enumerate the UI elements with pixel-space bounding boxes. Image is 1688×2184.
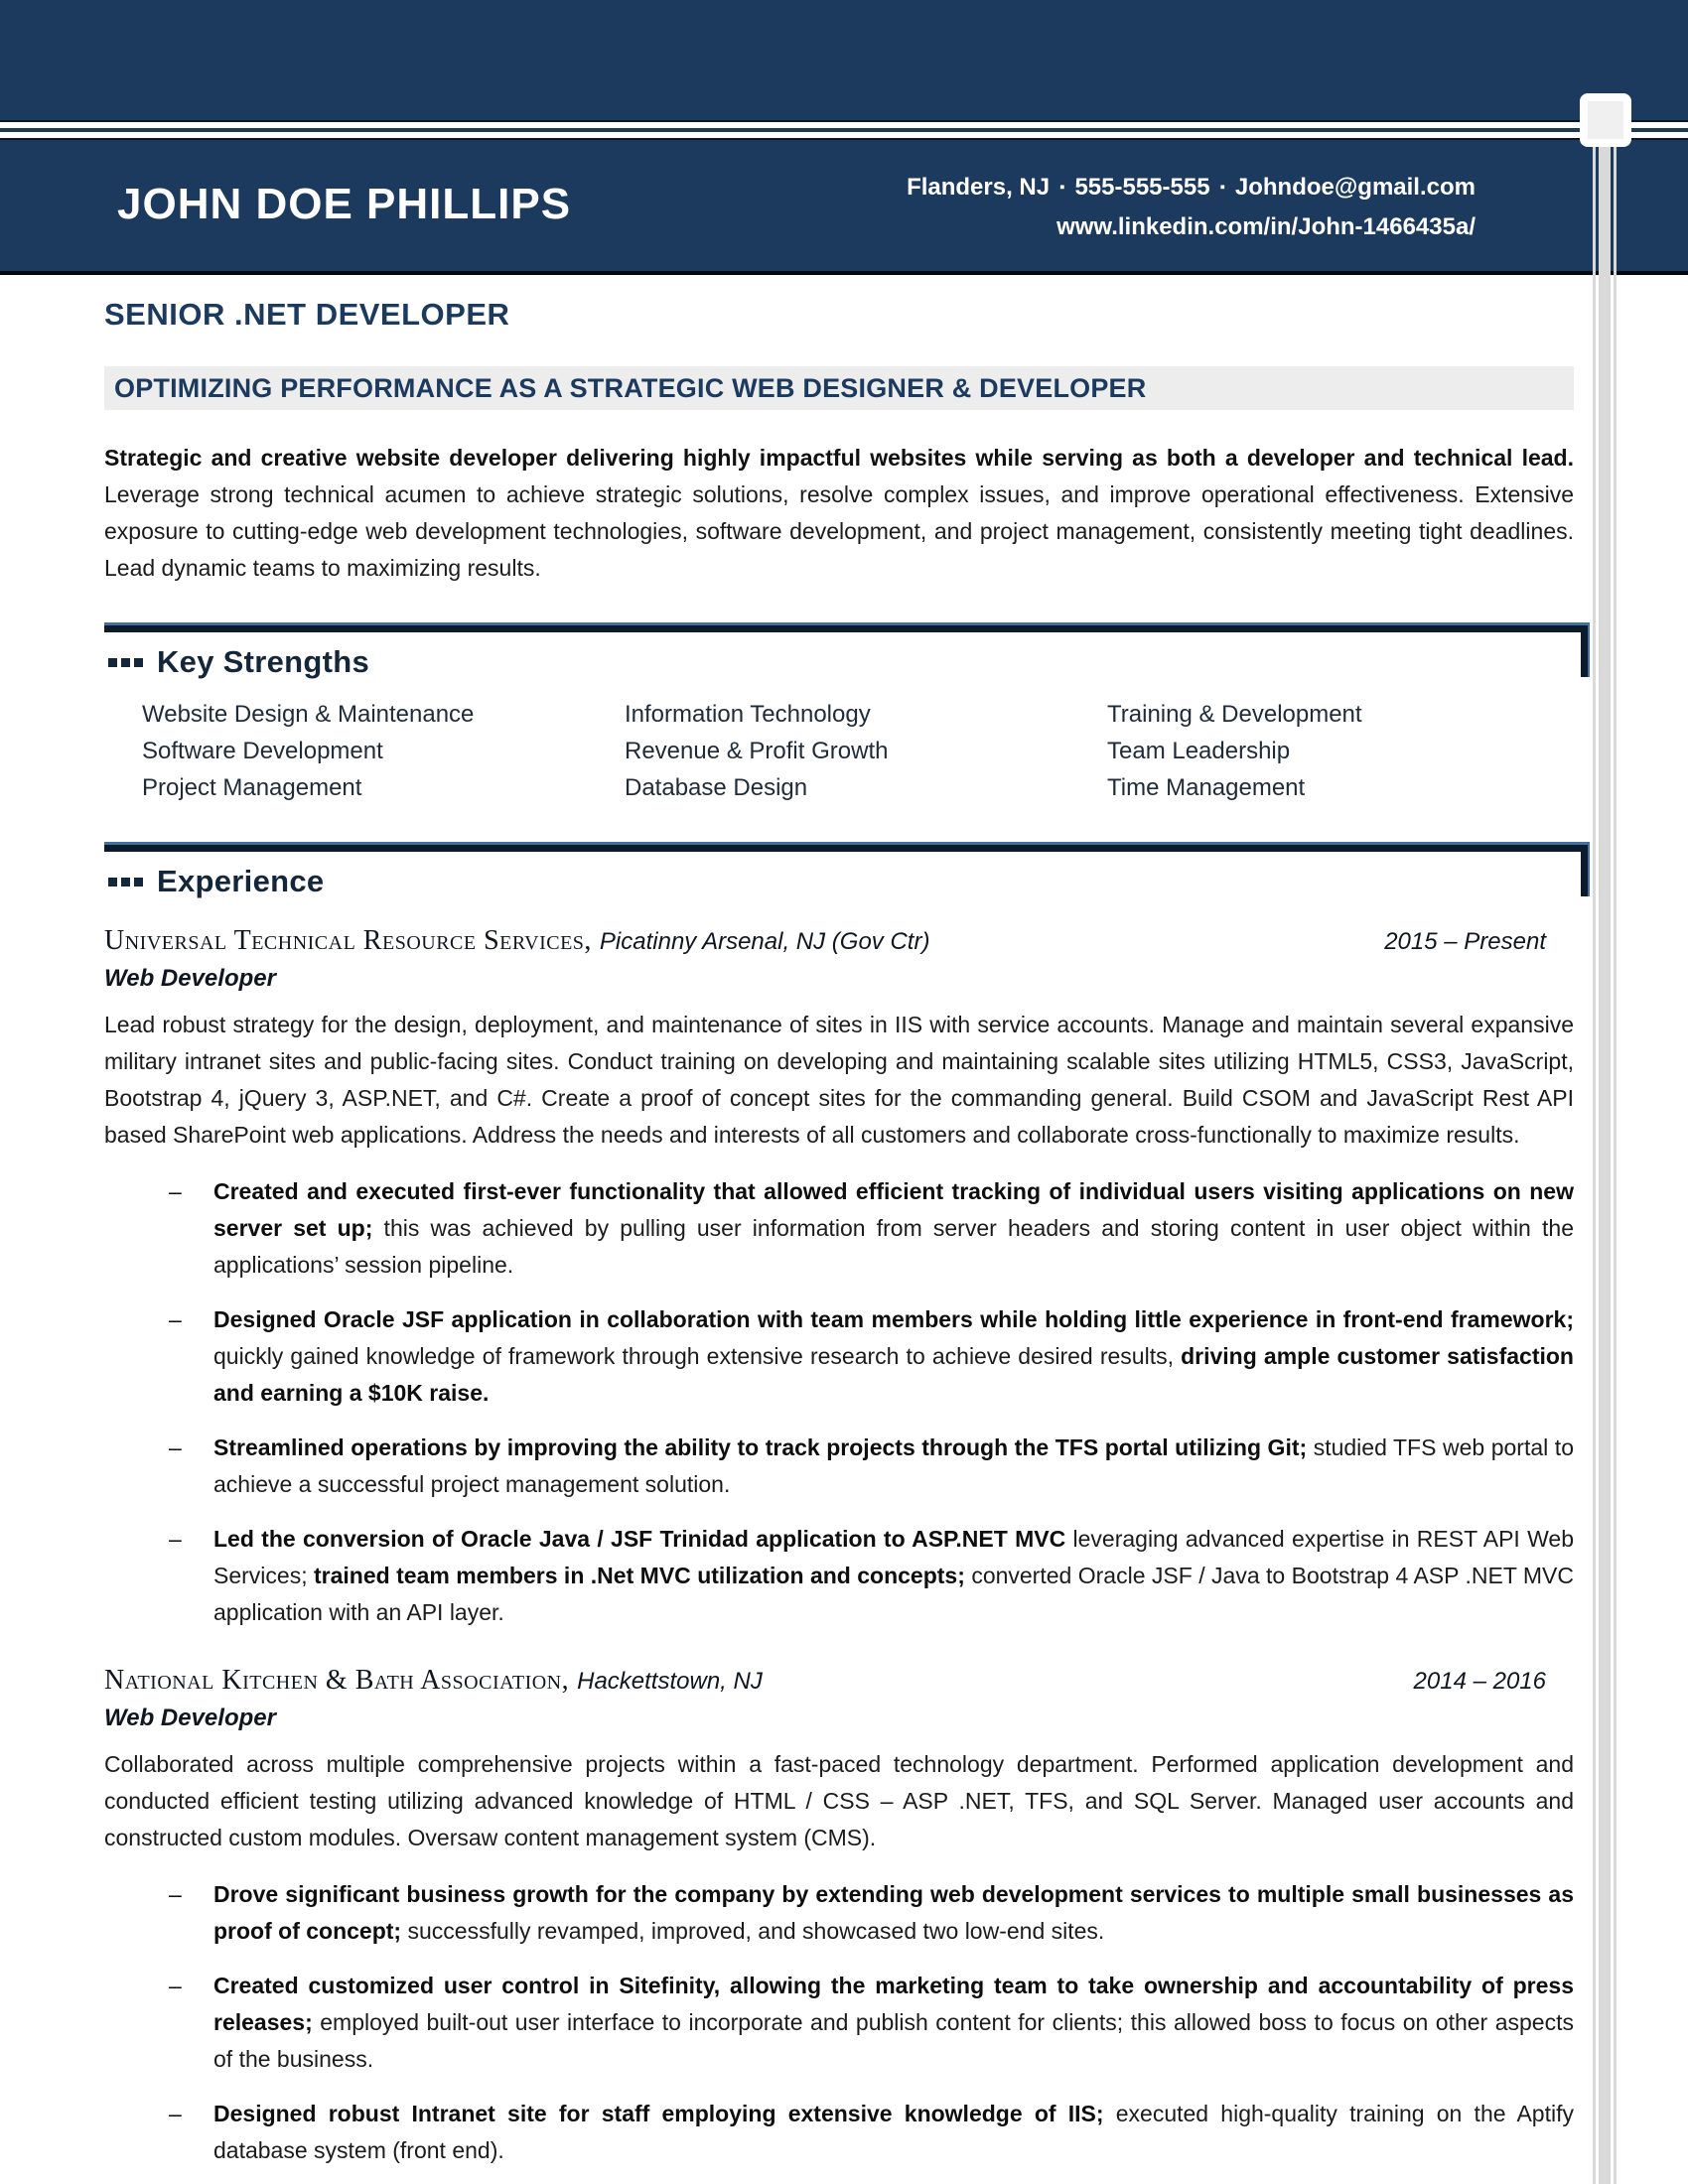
bullet-text-bold: driving ample customer satisfaction and earning a $10K raise. (213, 1343, 1574, 1406)
key-strength-item: Project Management (142, 774, 362, 801)
bullet-text-regular: this was achieved by pulling user information from server headers and storing content in user object within the applications’ session pipeline. (213, 1215, 1574, 1278)
bullet-item (169, 1173, 1574, 1284)
company-location: Picatinny Arsenal, NJ (Gov Ctr) (599, 928, 930, 955)
bullet-text-regular: converted Oracle JSF / Java to Bootstrap 4 ASP .NET MVC application with an API layer. (213, 1563, 1574, 1625)
three-squares-icon (108, 878, 143, 887)
resume-body (0, 297, 1688, 2169)
bullet-text-regular: employed built-out user interface to incorporate and publish content for clients; this allowed boss to focus on other aspects of the business. (213, 2009, 1574, 2072)
key-strengths-section (104, 613, 1590, 806)
job-company-line (104, 925, 929, 957)
rule-dark-line (104, 625, 1590, 632)
summary-lead: Strategic and creative website developer delivering highly impactful websites while serving as both a developer and technical lead. (104, 445, 1574, 471)
job-dates: 2015 – Present (1384, 928, 1546, 955)
bullet-text-bold: Created customized user control in Sitefinity, allowing the marketing team to take ownership and accountability of press releases; (213, 1973, 1574, 2035)
bullet-item (169, 1430, 1574, 1503)
ribbon-stripe (1593, 145, 1596, 2184)
key-strengths-column (142, 696, 625, 806)
candidate-name: JOHN DOE PHILLIPS (117, 180, 572, 228)
ribbon-square-inner (1588, 101, 1623, 139)
header-top-band (0, 0, 1688, 120)
job-company-line (104, 1665, 763, 1697)
bullet-text-bold: Designed Oracle JSF application in collaboration with team members while holding little experience in front-end framework; (213, 1306, 1574, 1332)
bullet-marker: – (169, 1178, 182, 1204)
bullet-text-regular: successfully revamped, improved, and showcased two low-end sites. (401, 1918, 1105, 1944)
job-entry (104, 1665, 1590, 2169)
bullet-text-regular: studied TFS web portal to achieve a successful project management solution. (213, 1434, 1574, 1497)
job-summary: Lead robust strategy for the design, deployment, and maintenance of sites in IIS with service accounts. Manage and maintain several expansive military intranet sites and public-facing sites. Conduct training on developing and maintaining scalable sites utilizing HTML5, CSS3, JavaScript, Bootstrap 4, jQuery 3, ASP.NET, and C#. Create a proof of concept sites for the commanding general. Build CSOM and JavaScript Rest API based SharePoint web applications. Address the needs and interests of all customers and collaborate cross-functionally to maximize results. (104, 1012, 1574, 1148)
bullet-list (104, 1876, 1574, 2169)
key-strengths-column (625, 696, 1107, 806)
bullet-text (213, 1430, 1574, 1503)
bullet-text (213, 1968, 1574, 2078)
three-squares-icon (108, 658, 143, 667)
separator-square-icon: ▪ (1059, 179, 1065, 196)
header-stripes (0, 120, 1688, 140)
experience-heading-row (104, 864, 1590, 899)
job-dates: 2014 – 2016 (1413, 1668, 1546, 1695)
summary-rest: Leverage strong technical acumen to achieve strategic solutions, resolve complex issues, and improve operational effectiveness. Extensive exposure to cutting-edge web development technologies, software development, and project management, consistently meeting tight deadlines. Lead dynamic teams to maximizing results. (104, 481, 1574, 581)
bullet-marker: – (169, 1306, 182, 1332)
job-role: Web Developer (104, 965, 276, 992)
job-header (104, 925, 1574, 957)
rule-dark-line (104, 845, 1590, 852)
ribbon-stripe (1599, 145, 1611, 2184)
company-name: National Kitchen & Bath Association, (104, 1665, 570, 1696)
section-rule (104, 622, 1590, 632)
bullet-text-regular: quickly gained knowledge of framework through extensive research to achieve desired results, (213, 1343, 1182, 1369)
bullet-text (213, 2096, 1574, 2169)
bullet-marker: – (169, 1526, 182, 1552)
bullet-item (169, 1521, 1574, 1631)
bullet-text (213, 1301, 1574, 1412)
key-strengths-column (1107, 696, 1590, 806)
experience-heading: Experience (157, 864, 325, 898)
bullet-text-bold: trained team members in .Net MVC utilization and concepts; (314, 1563, 965, 1588)
contact-block (907, 174, 1476, 241)
tagline-bar: OPTIMIZING PERFORMANCE AS A STRATEGIC WEB DESIGNER & DEVELOPER (104, 366, 1574, 410)
contact-phone: 555-555-555 (1074, 174, 1210, 201)
job-role: Web Developer (104, 1705, 276, 1731)
job-entry (104, 925, 1590, 1631)
bullet-text-regular: executed high-quality training on the Aptify database system (front end). (213, 2101, 1574, 2163)
section-rule (104, 842, 1590, 852)
bullet-list (104, 1173, 1574, 1631)
bullet-text (213, 1876, 1574, 1950)
bullet-item (169, 1301, 1574, 1412)
contact-email: Johndoe@gmail.com (1234, 174, 1476, 201)
stripe-edge (0, 138, 1688, 140)
company-location: Hackettstown, NJ (577, 1668, 763, 1695)
header-band (0, 0, 1688, 275)
bullet-text-regular: leveraging advanced expertise in REST API Web Services; (213, 1526, 1574, 1588)
bullet-item (169, 2096, 1574, 2169)
bullet-text (213, 1173, 1574, 1284)
bullet-marker: – (169, 1973, 182, 1998)
ribbon-stripe (1614, 145, 1617, 2184)
key-strength-item: Website Design & Maintenance (142, 701, 475, 728)
key-strength-item: Database Design (625, 774, 808, 801)
contact-location: Flanders, NJ (907, 174, 1051, 201)
key-strengths-heading-row (104, 644, 1590, 680)
key-strength-item: Information Technology (625, 701, 871, 728)
bullet-text-bold: Designed robust Intranet site for staff employing extensive knowledge of IIS; (213, 2101, 1104, 2126)
rule-right-drop (1581, 845, 1590, 896)
bullet-marker: – (169, 1881, 182, 1907)
job-summary: Collaborated across multiple comprehensive projects within a fast-paced technology department. Performed application development and conducted efficient testing utilizing advanced knowledge of HTML / CSS – ASP .NET, TFS, and SQL Server. Managed user accounts and constructed custom modules. Oversaw content management system (CMS). (104, 1751, 1574, 1850)
bullet-text-bold: Drove significant business growth for the company by extending web development services to multiple small businesses as proof of concept; (213, 1881, 1574, 1944)
bullet-text (213, 1521, 1574, 1631)
key-strengths-heading: Key Strengths (157, 644, 370, 679)
resume-title: SENIOR .NET DEVELOPER (104, 297, 510, 332)
separator-square-icon: ▪ (1219, 179, 1225, 196)
key-strength-item: Training & Development (1107, 701, 1362, 728)
ribbon-square (1580, 93, 1631, 147)
key-strength-item: Software Development (142, 738, 383, 764)
rule-right-drop (1581, 625, 1590, 677)
bullet-marker: – (169, 1434, 182, 1460)
header-main-band (0, 140, 1688, 275)
company-name: Universal Technical Resource Services, (104, 925, 592, 956)
experience-section (104, 832, 1590, 2169)
job-header (104, 1665, 1574, 1697)
bullet-text-bold: Created and executed first-ever functionality that allowed efficient tracking of individual users visiting applications on new server set up; (213, 1178, 1574, 1241)
key-strength-item: Team Leadership (1107, 738, 1291, 764)
bullet-text-bold: Led the conversion of Oracle Java / JSF Trinidad application to ASP.NET MVC (213, 1526, 1066, 1552)
key-strength-item: Revenue & Profit Growth (625, 738, 889, 764)
bullet-text-bold: Streamlined operations by improving the ability to track projects through the TFS portal utilizing Git; (213, 1434, 1308, 1460)
summary-paragraph (104, 440, 1574, 587)
bullet-item (169, 1876, 1574, 1950)
contact-line (907, 174, 1476, 202)
bullet-item (169, 1968, 1574, 2078)
experience-jobs (104, 925, 1590, 2169)
contact-linkedin: www.linkedin.com/in/John-1466435a/ (1056, 213, 1476, 240)
key-strength-item: Time Management (1107, 774, 1306, 801)
bullet-marker: – (169, 2101, 182, 2126)
decorative-ribbon (1593, 145, 1618, 2184)
key-strengths-columns (104, 696, 1590, 806)
